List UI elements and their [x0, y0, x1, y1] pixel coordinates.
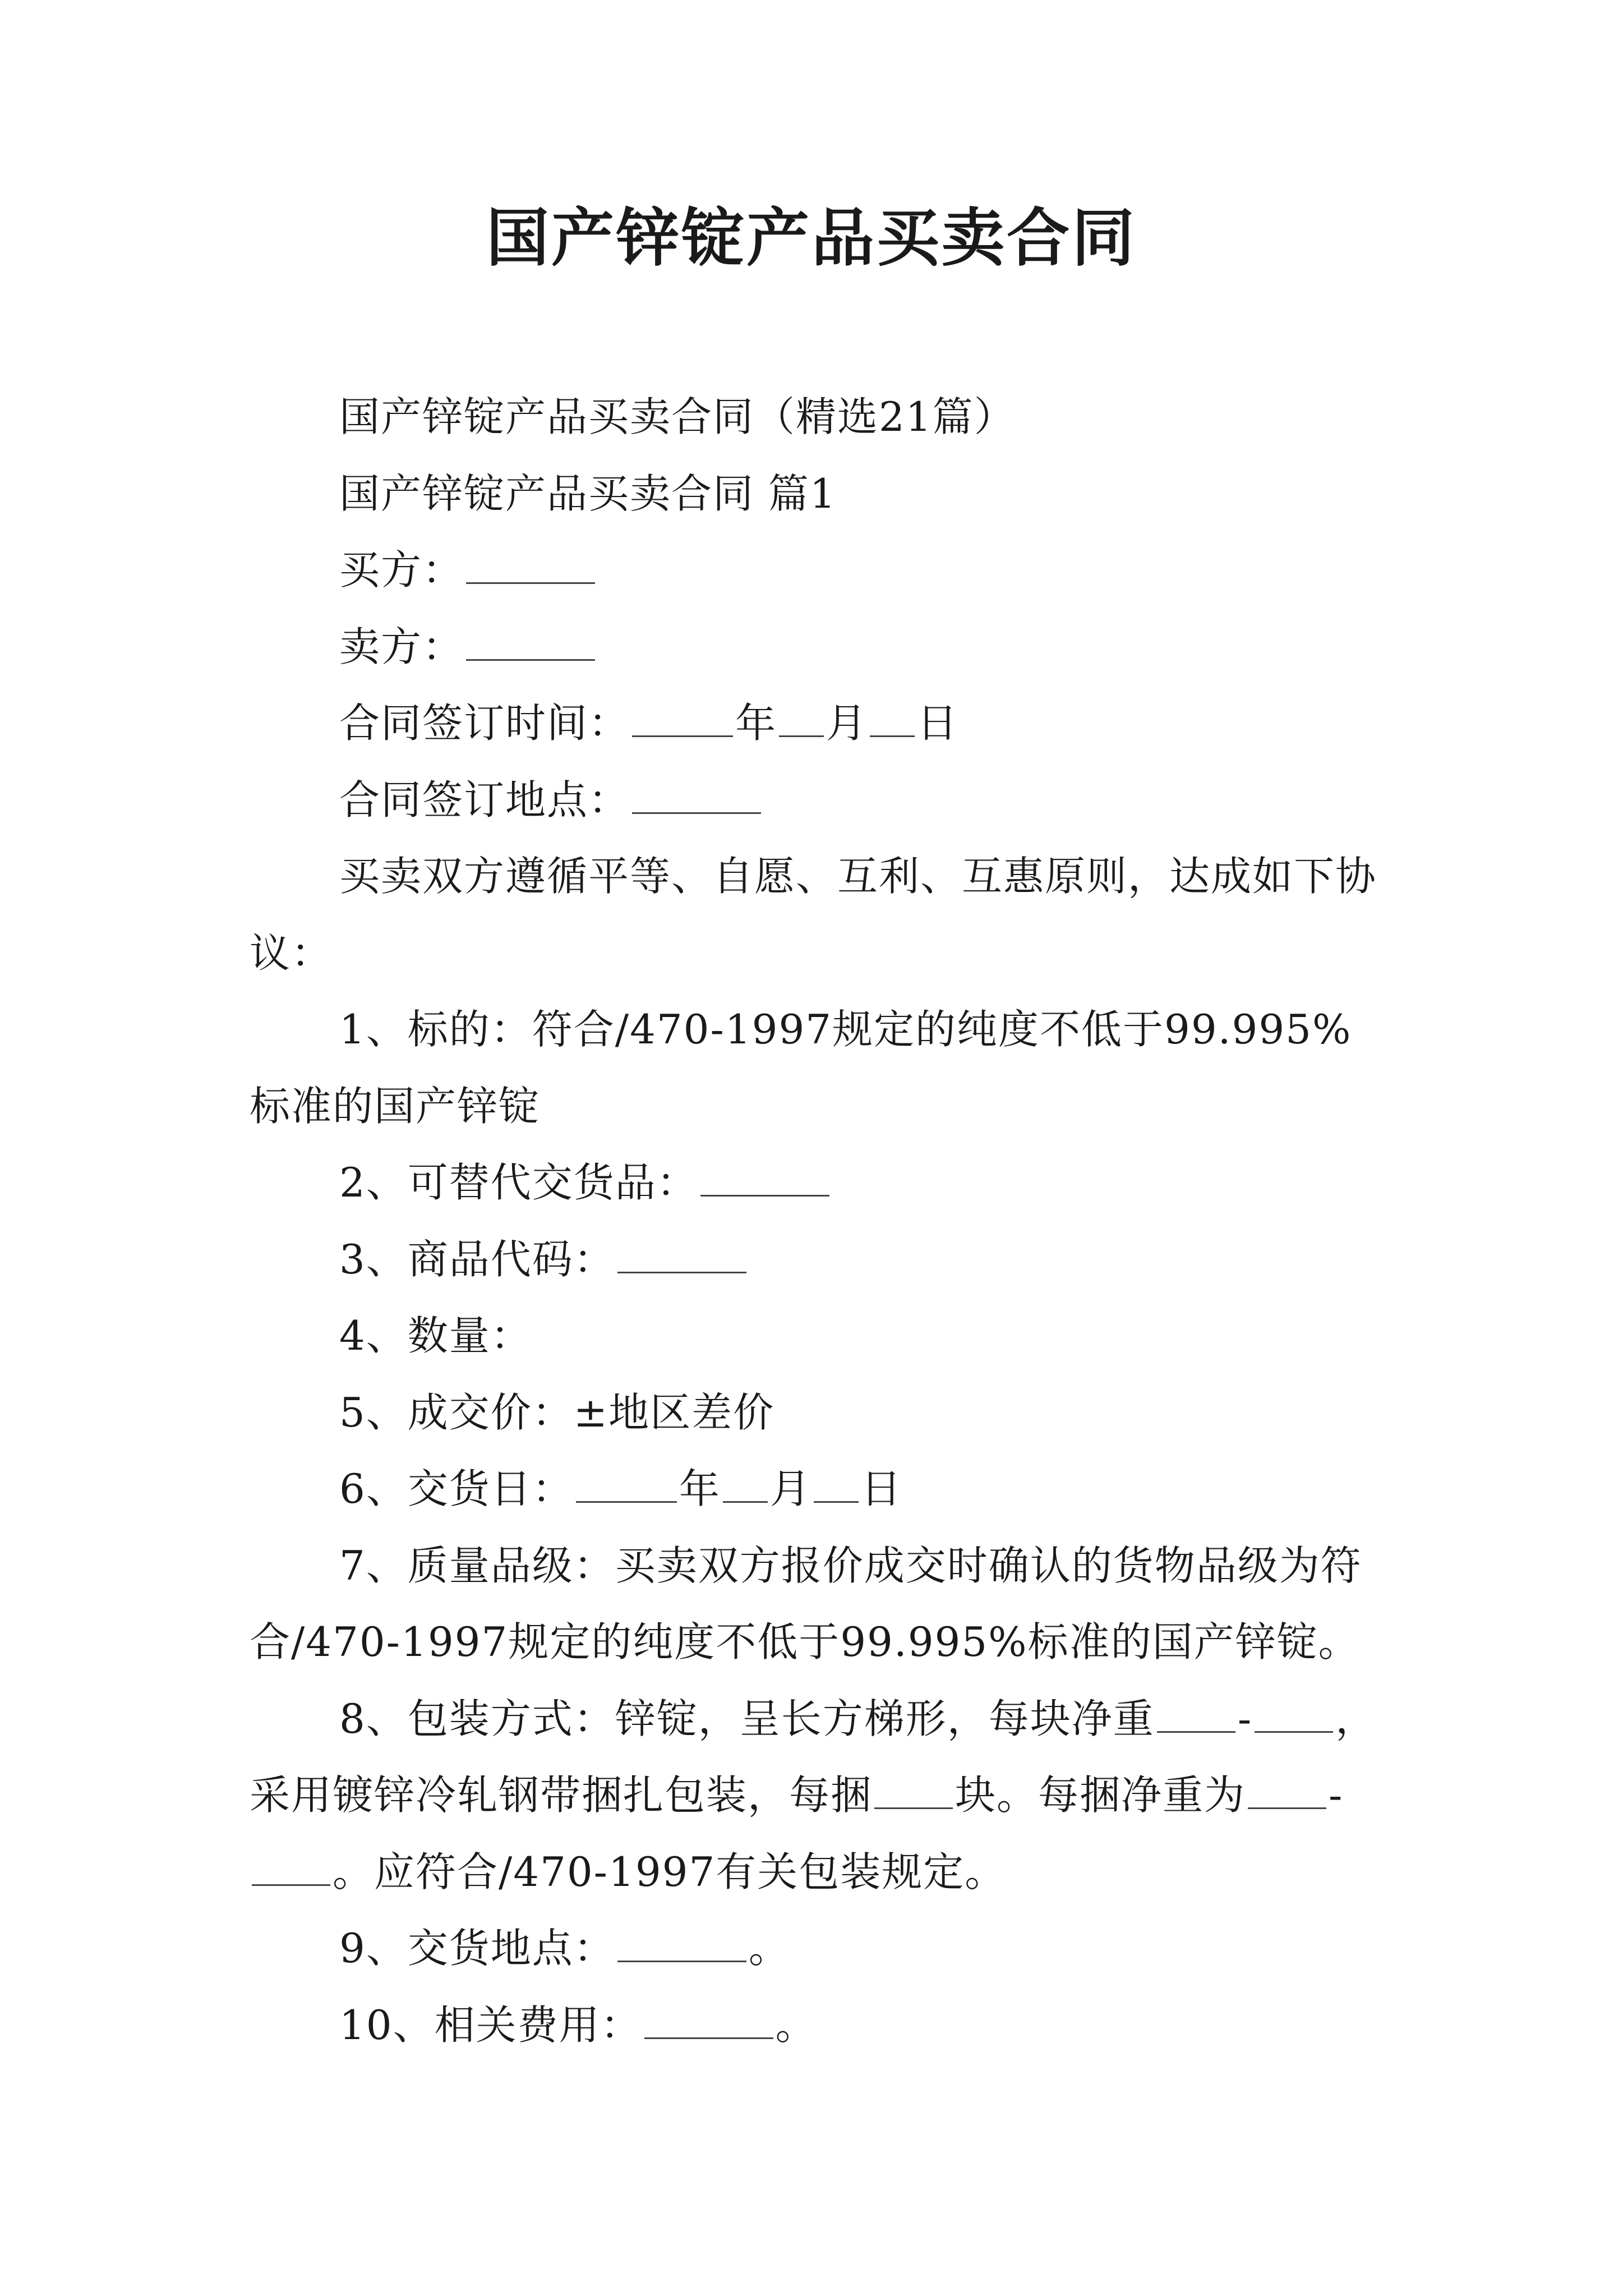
seller-line: 卖方： — [250, 609, 1388, 685]
sign-day-blank — [870, 702, 915, 737]
weight-max-blank — [1255, 1697, 1333, 1733]
item-3-blank — [617, 1238, 746, 1273]
sign-date-line: 合同签订时间： 年 月 日 — [339, 700, 959, 747]
item-2-blank — [700, 1161, 829, 1197]
item-10-blank — [644, 2004, 773, 2039]
item-9: 9、交货地点： 。 — [339, 1925, 790, 1972]
document-body — [250, 379, 1388, 2063]
sign-month-blank — [779, 702, 824, 737]
item-8: 8、包装方式：锌锭，呈长方梯形，每块净重 - ，采用镀锌冷轧钢带捆扎包装，每捆 块。每捆净重为 -。应符合/470-1997有关包装规定。 — [250, 1695, 1377, 1895]
item-7: 7、质量品级：买卖双方报价成交时确认的货物品级为符合/470-1997规定的纯度不低于99.995%标准的国产锌锭。 — [250, 1542, 1362, 1665]
seller-blank — [466, 625, 595, 661]
blocks-per-bundle-blank — [874, 1774, 953, 1809]
item-1: 1、标的：符合/470-1997规定的纯度不低于99.995%标准的国产锌锭 — [250, 1006, 1352, 1130]
item-6: 6、交货日： 年 月 日 — [339, 1465, 902, 1512]
bundle-weight-max-blank — [252, 1851, 330, 1886]
weight-min-blank — [1157, 1697, 1235, 1733]
intro-paragraph: 买卖双方遵循平等、自愿、互利、互惠原则，达成如下协议： — [250, 853, 1377, 977]
item-5: 5、成交价：±地区差价 — [339, 1388, 775, 1436]
buyer-blank — [466, 549, 595, 584]
item-3: 3、商品代码： — [250, 1221, 1388, 1298]
item-9-blank — [617, 1927, 746, 1962]
item-10: 10、相关费用： 。 — [339, 2001, 817, 2049]
section-heading: 国产锌锭产品买卖合同 篇1 — [339, 470, 837, 517]
item-4: 4、数量： — [339, 1312, 532, 1359]
bundle-weight-min-blank — [1248, 1774, 1326, 1809]
delivery-day-blank — [814, 1467, 859, 1503]
sign-year-blank — [632, 702, 733, 737]
delivery-year-blank — [576, 1467, 677, 1503]
sign-place-line: 合同签订地点： — [250, 762, 1388, 839]
buyer-line: 买方： — [250, 532, 1388, 609]
delivery-month-blank — [723, 1467, 768, 1503]
subtitle: 国产锌锭产品买卖合同（精选21篇） — [339, 393, 1016, 440]
sign-place-blank — [632, 779, 761, 814]
document-title: 国产锌锭产品买卖合同 — [486, 201, 1137, 275]
item-2: 2、可替代交货品： — [250, 1144, 1388, 1221]
